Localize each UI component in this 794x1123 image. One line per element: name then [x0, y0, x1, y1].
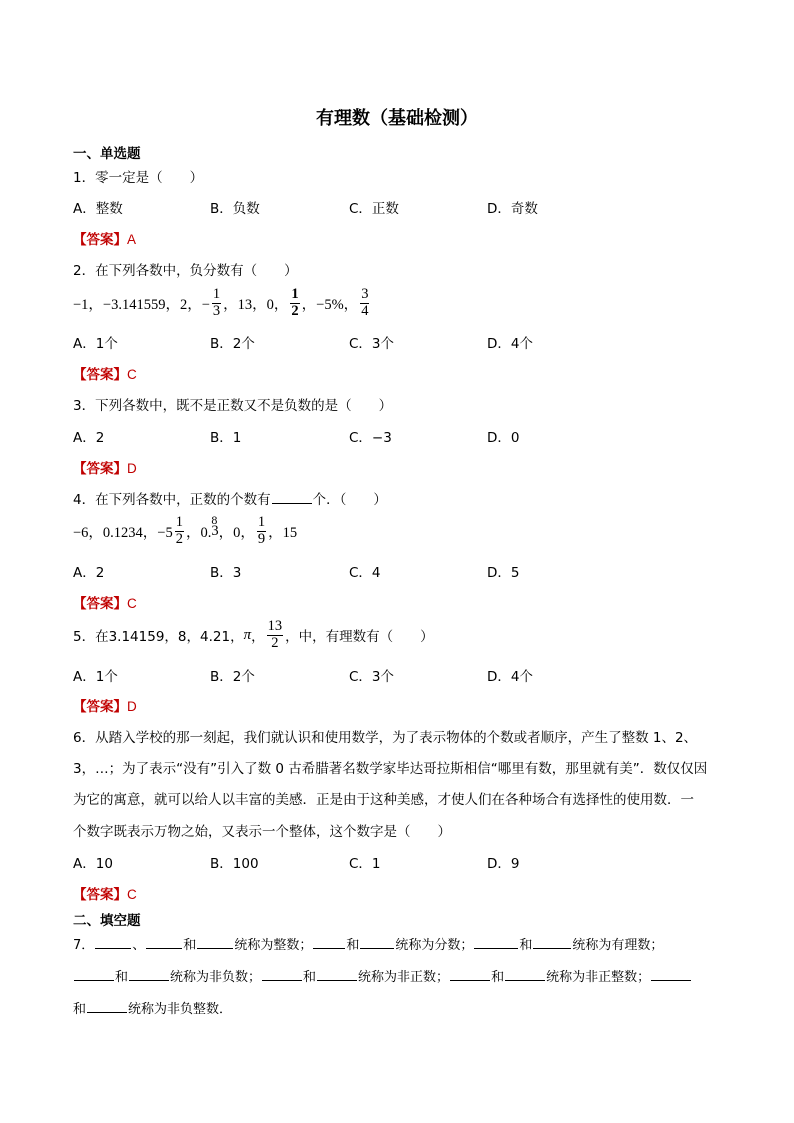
answer-blank[interactable]: [533, 934, 571, 949]
q4-number-list: [73, 511, 297, 551]
question-6-line-4: 个数字既表示万物之始，又表示一个整体，这个数字是（ ）: [73, 824, 451, 840]
answer-blank[interactable]: [474, 934, 518, 949]
q5-option-d[interactable]: D．4个: [487, 669, 533, 685]
denominator: 9: [257, 530, 266, 547]
q4-answer: [73, 592, 137, 612]
q5-fraction: [267, 619, 284, 652]
q5-separator: ，: [251, 629, 265, 645]
q7-text: 和: [303, 970, 317, 985]
q7-text: 、: [132, 938, 146, 953]
q5-option-b[interactable]: B．2个: [210, 669, 255, 685]
question-3-stem: 3．下列各数中，既不是正数又不是负数的是（ ）: [73, 398, 393, 414]
q3-option-a[interactable]: A．2: [73, 430, 105, 446]
numerator: 1: [175, 513, 183, 530]
q7-text: 统称为分数；: [395, 938, 474, 953]
answer-blank[interactable]: [360, 934, 394, 949]
q6-answer: [73, 883, 137, 903]
q1-answer: [73, 228, 136, 248]
numerator: 1: [212, 285, 221, 302]
denominator: 3: [212, 302, 221, 319]
q3-answer: [73, 457, 137, 477]
q4-stem-part-1: 4．在下列各数中，正数的个数有: [73, 492, 271, 508]
q7-text: 统称为非负数；: [170, 970, 262, 985]
q4-text-3: ，0，: [218, 524, 255, 541]
answer-blank[interactable]: [272, 489, 312, 504]
q5-option-c[interactable]: C．3个: [349, 669, 395, 685]
q2-fraction-2: [290, 287, 299, 320]
q2-option-d[interactable]: D．4个: [487, 336, 533, 352]
denominator: 4: [361, 302, 369, 319]
question-5-stem: [73, 614, 434, 656]
q3-option-d[interactable]: D．0: [487, 430, 520, 446]
recurring-digit: 3: [211, 522, 219, 539]
q7-number: 7．: [73, 938, 95, 953]
q1-option-c[interactable]: C．正数: [349, 201, 399, 217]
q4-text-1: −6，0.1234，−5: [73, 524, 173, 541]
answer-value: D: [127, 461, 137, 476]
q7-text: 和: [73, 1002, 87, 1017]
answer-blank[interactable]: [95, 934, 131, 949]
question-6-line-3: 为它的寓意，就可以给人以丰富的美感．正是由于这种美感，才使人们在各种场合有选择性的使用数．一: [73, 792, 694, 808]
question-7-line-3: [73, 998, 232, 1017]
question-7-line-2: [73, 966, 692, 985]
q5-stem-part-2: ，中，有理数有（ ）: [285, 629, 434, 645]
q2-text-2: ，13，0，: [223, 296, 289, 313]
answer-label: 【答案】: [73, 699, 127, 715]
q6-option-d[interactable]: D．9: [487, 856, 520, 872]
numerator: 1: [291, 285, 299, 302]
recurring-mark: 8: [211, 512, 218, 527]
q1-option-b[interactable]: B．负数: [210, 201, 260, 217]
answer-label: 【答案】: [73, 461, 127, 477]
q1-option-a[interactable]: A．整数: [73, 201, 123, 217]
q7-text: 统称为有理数；: [572, 938, 664, 953]
q7-text: 和: [346, 938, 360, 953]
answer-blank[interactable]: [87, 998, 127, 1013]
q2-answer: [73, 363, 137, 383]
q7-text: 统称为非正整数；: [546, 970, 651, 985]
q4-option-a[interactable]: A．2: [73, 565, 105, 581]
answer-value: C: [127, 367, 137, 382]
answer-value: C: [127, 596, 137, 611]
q4-text-4: ，15: [268, 524, 298, 541]
q7-text: 统称为非正数；: [358, 970, 450, 985]
answer-value: A: [127, 232, 137, 247]
q3-option-c[interactable]: C．−3: [349, 430, 392, 446]
q7-text: 和: [115, 970, 129, 985]
denominator: 2: [291, 302, 299, 319]
section-heading-single-choice: 一、单选题: [73, 146, 141, 162]
question-6-line-2: 3，…；为了表示“没有”引入了数 0 古希腊著名数学家毕达哥拉斯相信“哪里有数，那里就有美”．数仅仅因: [73, 761, 708, 777]
denominator: 2: [271, 634, 279, 651]
numerator: 3: [361, 285, 369, 302]
q2-option-c[interactable]: C．3个: [349, 336, 395, 352]
q6-option-b[interactable]: B．100: [210, 856, 259, 872]
question-1-stem: 1．零一定是（ ）: [73, 170, 204, 186]
answer-label: 【答案】: [73, 887, 127, 903]
answer-label: 【答案】: [73, 367, 127, 383]
numerator: 13: [267, 617, 283, 634]
answer-blank[interactable]: [129, 966, 169, 981]
numerator: 1: [257, 513, 266, 530]
denominator: 2: [175, 530, 183, 547]
q3-option-b[interactable]: B．1: [210, 430, 242, 446]
q4-option-b[interactable]: B．3: [210, 565, 242, 581]
answer-label: 【答案】: [73, 596, 127, 612]
answer-blank[interactable]: [505, 966, 545, 981]
q7-text: 统称为整数；: [234, 938, 313, 953]
q5-stem-part-1: 5．在3.14159，8，4.21，: [73, 629, 244, 645]
answer-blank[interactable]: [262, 966, 302, 981]
q7-text: 和: [183, 938, 197, 953]
q2-text-1: −1，−3.141559，2，−: [73, 296, 210, 313]
q4-recurring-digit: [211, 512, 219, 540]
q4-fraction-2: [257, 515, 266, 548]
q7-text: 统称为非负整数．: [128, 1002, 233, 1017]
page-title: 有理数（基础检测）: [316, 108, 478, 129]
q6-option-c[interactable]: C．1: [349, 856, 381, 872]
q1-option-d[interactable]: D．奇数: [487, 201, 538, 217]
q2-option-b[interactable]: B．2个: [210, 336, 255, 352]
question-6-line-1: 6．从踏入学校的那一刻起，我们就认识和使用数学，为了表示物体的个数或者顺序，产生了整数 1、2、: [73, 730, 698, 746]
pi-symbol: π: [243, 626, 252, 643]
q4-option-c[interactable]: C．4: [349, 565, 381, 581]
q2-number-list: [73, 283, 371, 323]
q6-option-a[interactable]: A．10: [73, 856, 113, 872]
answer-blank[interactable]: [313, 934, 345, 949]
q2-fraction-3: [360, 287, 369, 320]
q4-fraction-1: [175, 515, 184, 548]
q7-text: 和: [491, 970, 505, 985]
answer-blank[interactable]: [197, 934, 233, 949]
q4-text-2: ，0.: [185, 524, 212, 541]
answer-blank[interactable]: [74, 966, 114, 981]
answer-blank[interactable]: [450, 966, 490, 981]
answer-blank[interactable]: [317, 966, 357, 981]
answer-blank[interactable]: [651, 966, 691, 981]
q5-answer: [73, 695, 137, 715]
q7-text: 和: [519, 938, 533, 953]
answer-blank[interactable]: [146, 934, 182, 949]
q2-option-a[interactable]: A．1个: [73, 336, 118, 352]
q2-text-3: ，−5%，: [301, 296, 359, 313]
question-4-stem: [73, 488, 387, 508]
q5-option-a[interactable]: A．1个: [73, 669, 118, 685]
q4-stem-part-2: 个．（ ）: [312, 492, 387, 508]
answer-label: 【答案】: [73, 232, 127, 248]
answer-value: D: [127, 699, 137, 714]
q4-option-d[interactable]: D．5: [487, 565, 520, 581]
question-7-line-1: [73, 934, 663, 953]
q2-fraction-1: [212, 287, 221, 320]
answer-value: C: [127, 887, 137, 902]
question-2-stem: 2．在下列各数中，负分数有（ ）: [73, 263, 298, 279]
section-heading-fill-in: 二、填空题: [73, 913, 141, 929]
